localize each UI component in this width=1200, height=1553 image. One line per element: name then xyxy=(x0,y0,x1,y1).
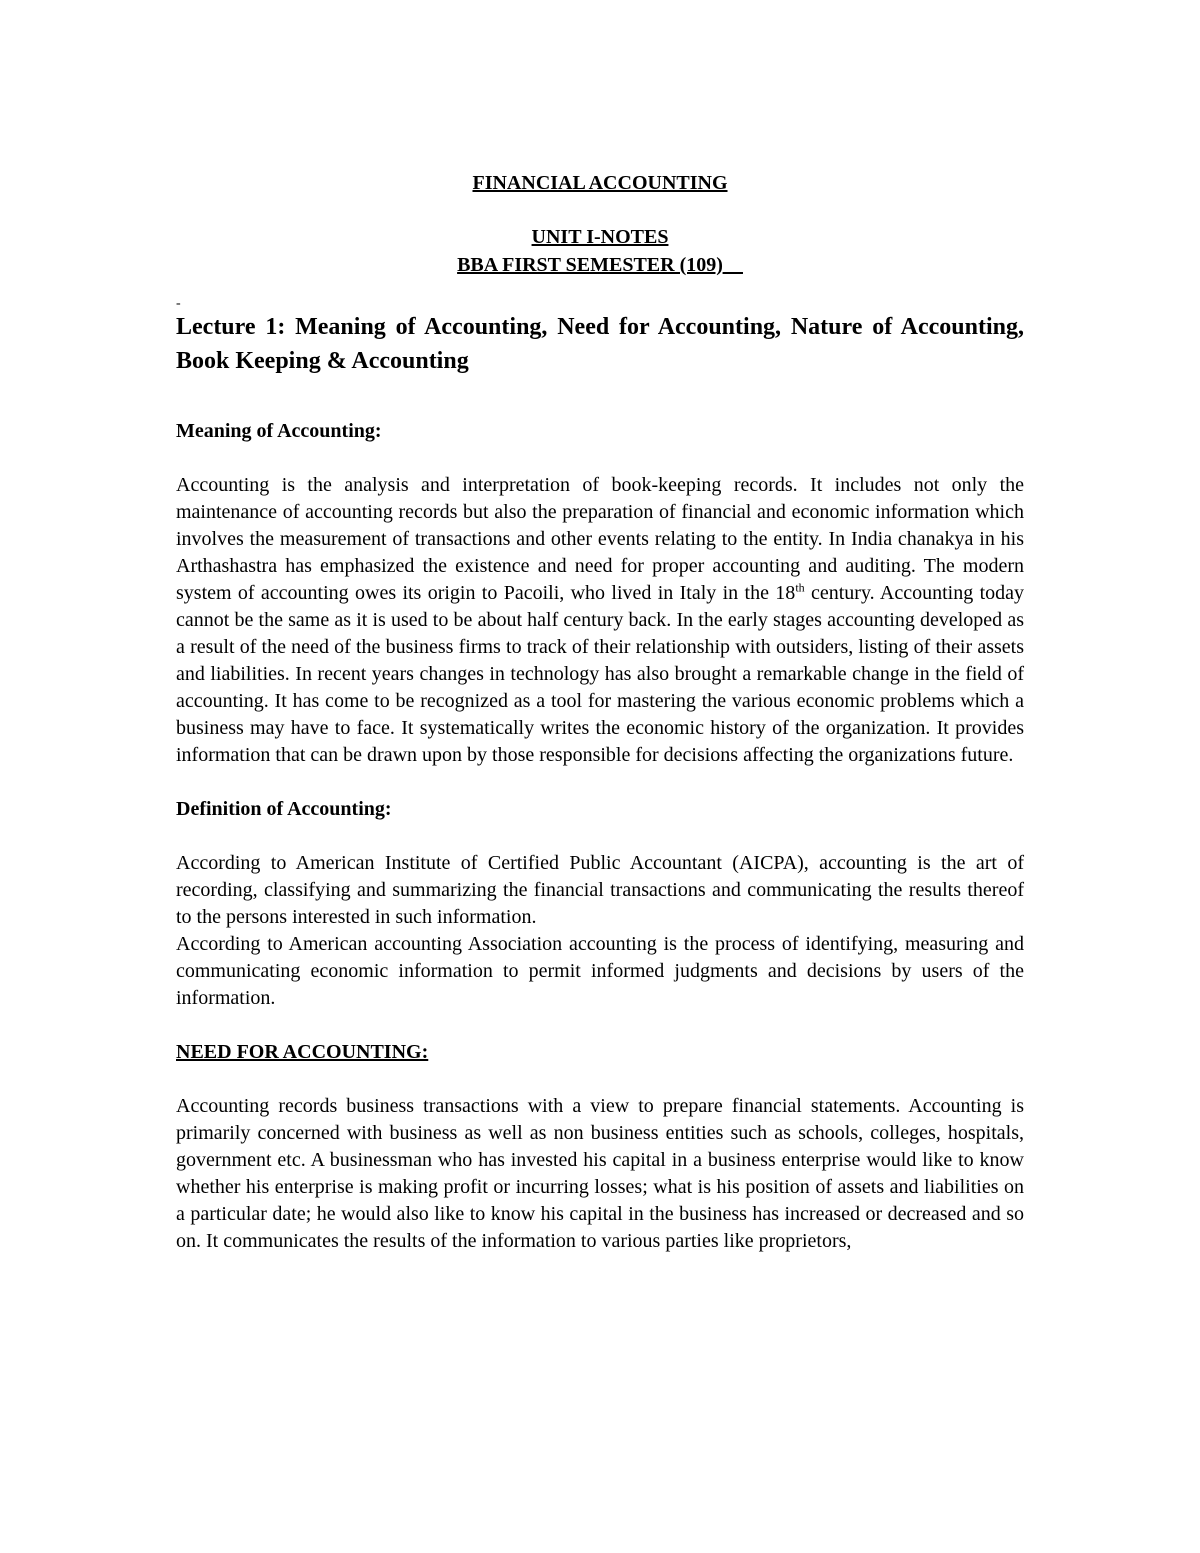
paragraph-need: Accounting records business transactions with a view to prepare financial statements. Accounting is primarily concerned with business as well as non business entities such as schools, colleges, hospitals, government etc. A businessman who has invested his capital in a business enterprise would like to know whether his enterprise is making profit or incurring losses; what is his position of assets and liabilities on a particular date; he would also like to know his capital in the business has increased or decreased and so on. It communicates the results of the information to various parties like proprietors, xyxy=(176,1095,1024,1252)
course-title-trailing xyxy=(723,254,743,276)
document-title: FINANCIAL ACCOUNTING xyxy=(472,172,728,194)
section-heading-need: NEED FOR ACCOUNTING: xyxy=(176,1041,429,1063)
paragraph-definition-aicpa: According to American Institute of Certified Public Accountant (AICPA), accounting is the art of recording, classifying and summarizing the financial transactions and communicating the results thereof to the persons interested in such information. xyxy=(176,852,1024,928)
separator-dash: - xyxy=(176,296,181,311)
paragraph-definition-aaa: According to American accounting Association accounting is the process of identifying, measuring and communicating economic information to permit informed judgments and decisions by users of the information. xyxy=(176,933,1024,1009)
paragraph-meaning-part2: century. Accounting today cannot be the same as it is used to be about half century back. In the early stages accounting developed as a result of the need of the business firms to track of their relationship with outsiders, listing of their assets and liabilities. In recent years changes in technology has also brought a remarkable change in the field of accounting. It has come to be recognized as a tool for mastering the various economic problems which a business may have to face. It systematically writes the economic history of the organization. It provides information that can be drawn upon by those responsible for decisions affecting the organizations future. xyxy=(176,582,1025,766)
document-content xyxy=(176,170,1024,1255)
paragraph-meaning-part1: Accounting is the analysis and interpretation of book-keeping records. It includes not only the maintenance of accounting records but also the preparation of financial and economic information which involves the measurement of transactions and other events relating to the entity. In India chanakya in his Arthashastra has emphasized the existence and need for proper accounting and auditing. The modern system of accounting owes its origin to Pacoili, who lived in Italy in the 18 xyxy=(176,474,1024,604)
superscript-th: th xyxy=(795,580,805,595)
section-heading-meaning: Meaning of Accounting: xyxy=(176,420,382,442)
unit-title: UNIT I-NOTES xyxy=(531,226,669,248)
course-title xyxy=(176,252,1024,278)
paragraph-meaning xyxy=(176,472,1024,769)
course-title-text: BBA FIRST SEMESTER (109) xyxy=(457,254,723,276)
lecture-heading: Lecture 1: Meaning of Accounting, Need for Accounting, Nature of Accounting, Book Keeping & Accounting xyxy=(176,314,1024,374)
section-heading-definition: Definition of Accounting: xyxy=(176,798,392,820)
